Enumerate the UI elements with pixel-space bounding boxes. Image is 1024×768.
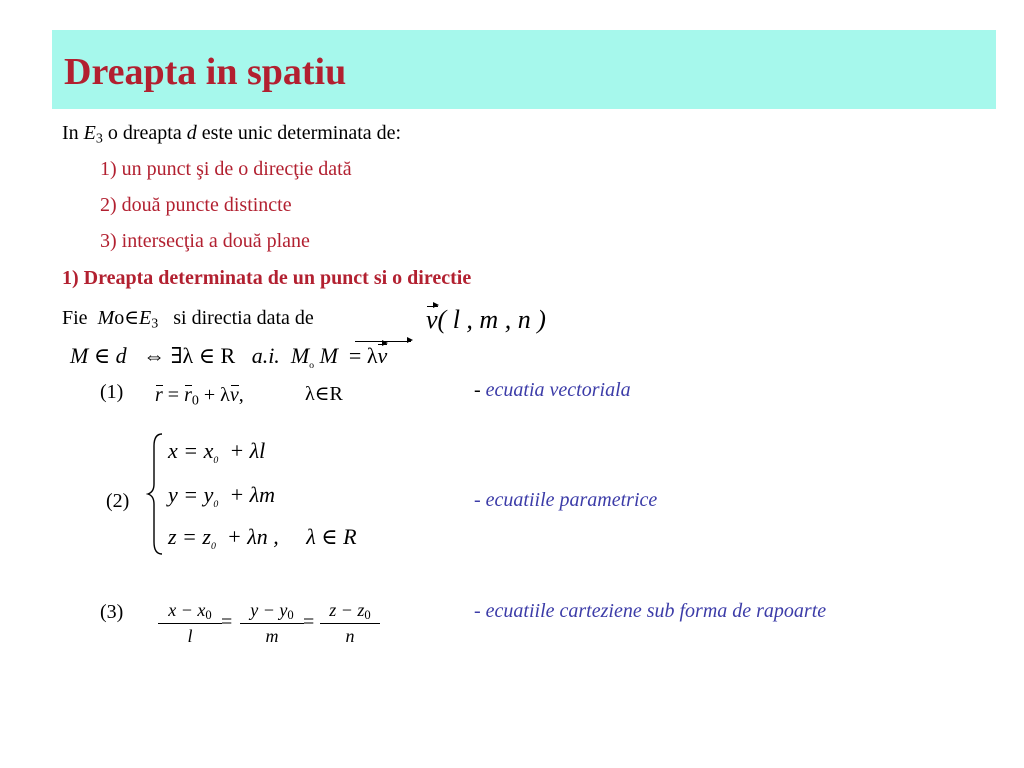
section-heading: 1) Dreapta determinata de un punct si o directie bbox=[62, 267, 472, 289]
list-item-1: 1) un punct şi de o direcţie dată bbox=[100, 158, 352, 180]
intro-line: In $E_3$ o dreapta d este unic determinata de: bbox=[62, 122, 402, 147]
m0m-vector-arrowhead bbox=[407, 337, 413, 343]
eq2-line-z: $z = z_0 + \lambda n$ , λ ∈ R bbox=[168, 524, 357, 552]
eq1-formula: $r = r_0 + \lambda v$, bbox=[155, 384, 244, 409]
eq2-description: - ecuatiile parametrice bbox=[474, 489, 658, 511]
eq3-fraction-x: $x - x_0$ l bbox=[158, 600, 222, 647]
eq2-label: (2) bbox=[106, 490, 130, 512]
eq2-line-y: $y = y_0 + \lambda m$ bbox=[168, 482, 276, 510]
fie-line: Fie $Mo\in E_3$ si directia data de bbox=[62, 307, 314, 332]
direction-vector: v( l , m , n ) bbox=[426, 305, 546, 334]
eq2-line-x: $x = x_0 + \lambda l$ bbox=[168, 438, 266, 466]
eq2-brace-icon bbox=[146, 432, 164, 556]
eq3-fraction-z: $z - z_0$ n bbox=[320, 600, 380, 647]
eq1-lambda-domain: λ∈R bbox=[305, 383, 343, 405]
eq1-description: - ecuatia vectoriala bbox=[474, 379, 631, 401]
eq3-description: - ecuatiile carteziene sub forma de rapoarte bbox=[474, 600, 827, 622]
eq1-label: (1) bbox=[100, 381, 124, 403]
eq3-fraction-y: $y - y_0$ m bbox=[240, 600, 304, 647]
eq3-equals-2: = bbox=[303, 611, 315, 633]
list-item-3: 3) intersecţia a două plane bbox=[100, 230, 310, 252]
eq3-equals-1: = bbox=[221, 611, 233, 633]
condition-line: M ∈ d ⇔ ∃λ ∈ R a.i. $M_o$ M = λv bbox=[70, 343, 388, 371]
list-item-2: 2) două puncte distincte bbox=[100, 194, 292, 216]
page-title: Dreapta in spatiu bbox=[64, 51, 347, 93]
eq3-label: (3) bbox=[100, 601, 124, 623]
title-bar bbox=[52, 30, 996, 109]
